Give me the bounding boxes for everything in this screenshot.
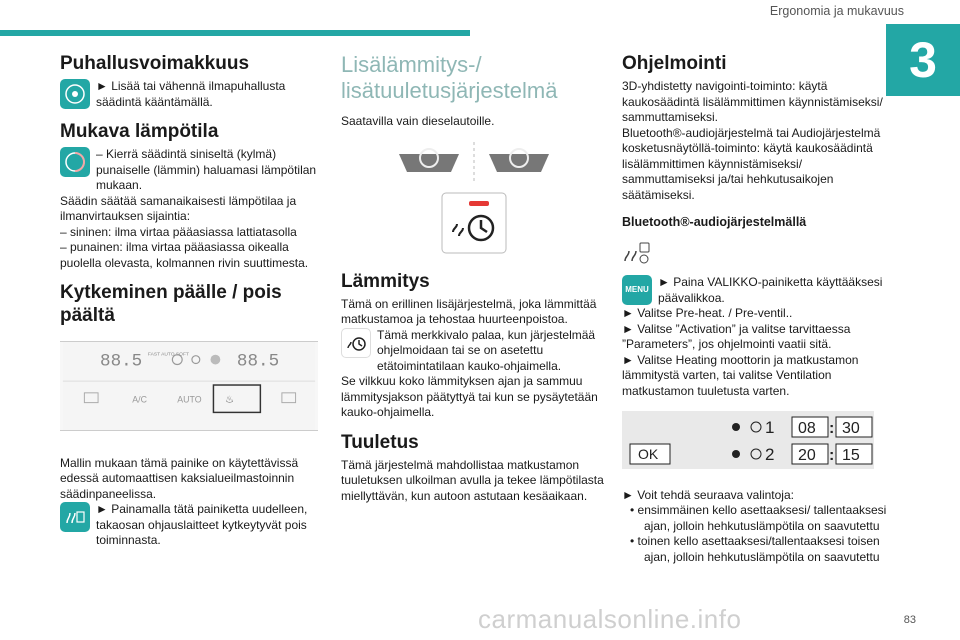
onoff-instruction	[60, 502, 325, 549]
bt-step-2: ► Valitse Pre-heat. / Pre-ventil..	[622, 306, 793, 320]
vent-text: Tämä järjestelmä mahdollistaa matkustamon tuuletuksen ulkoilman avulla ja tekee lämpötilasta miellyttävän, kun autoon astutaan kesäaikaan.	[341, 457, 604, 503]
column-2	[341, 52, 606, 504]
fan-knob-icon	[60, 79, 90, 109]
timer-2-hour: 20	[798, 447, 816, 464]
fan-text: ► Lisää tai vähennä ilmapuhallusta säädintä kääntämällä.	[96, 79, 286, 109]
comfort-item-blue: – sininen: ilma virtaa pääasiassa lattiatasolla	[60, 224, 297, 239]
timer-1-separator: :	[829, 420, 835, 437]
header-accent-bar	[0, 30, 470, 36]
comfort-text-2: Säädin säätää samanaikaisesti lämpötilaa ja ilmanvirtauksen sijaintia:	[60, 193, 297, 223]
heater-indicator-small-icon	[341, 328, 371, 358]
comfort-text-1: – Kierrä säädintä siniseltä (kylmä) punaiselle (lämmin) haluamasi lämpötilan mukaan.	[96, 147, 317, 192]
timer-1-minute: 30	[842, 420, 860, 437]
watermark: carmanualsonline.info	[478, 604, 742, 634]
comfort-instruction	[60, 147, 325, 194]
climate-panel-illustration	[60, 341, 318, 431]
right-steering-wheel-icon	[489, 154, 549, 172]
preheat-title: Lisälämmitys-/ lisätuuletusjärjestelmä	[341, 52, 558, 103]
heating-title: Lämmitys	[341, 270, 430, 292]
vent-title: Tuuletus	[341, 431, 419, 453]
comfort-title: Mukava lämpötila	[60, 121, 219, 142]
menu-button-icon: MENU	[622, 275, 652, 305]
bt-step-1-text: ► Paina VALIKKO-painiketta käyttääksesi päävalikkoa.	[658, 275, 883, 305]
timer-1-label: 1	[765, 418, 775, 437]
section-title: Ergonomia ja mukavuus	[769, 4, 904, 18]
fan-instruction	[60, 79, 325, 110]
bt-bullet-2: • toinen kello asettaaksesi/tallentaaksesi toisen ajan, jolloin hehkutuslämpötila on saavutettu	[630, 534, 880, 564]
panel-display-left: 88.5	[100, 351, 143, 372]
column-1	[60, 52, 325, 549]
prog-text-1: 3D-yhdistetty navigointi-toiminto: käytä kaukosäädintä lisälämmittimen käynnistämiseksi/ sammuttamiseksi.	[622, 79, 883, 124]
timer-ok-button: OK	[638, 446, 659, 462]
heater-indicator-icon	[441, 192, 507, 254]
timer-2-radio-icon	[732, 450, 740, 458]
column-3	[622, 52, 890, 565]
left-steering-wheel-icon	[399, 154, 459, 172]
rear-climate-button-icon	[60, 502, 90, 532]
panel-fast-auto-soft: FAST AUTO SOFT	[147, 352, 189, 358]
onoff-text-1: Mallin mukaan tämä painike on käytettävissä edessä automaattisen kaksialueilmastoinnin säädinpaneelissa.	[60, 455, 299, 501]
bt-step-4: ► Valitse Heating moottorin ja matkustamon lämmitystä varten, tai valitse Ventilation matkustamon tuuletusta varten.	[622, 352, 859, 398]
timer-1-hour: 08	[798, 420, 816, 437]
prog-text-2: Bluetooth®-audiojärjestelmä tai Audiojärjestelmä kosketusnäytöllä-toiminto: käytä kaukosäädintä lisälämmittimen käynnistämiseksi/ sammuttamiseksi ja/tai hehkutusaikojen säätämiseksi.	[622, 125, 881, 202]
heating-text-1: Tämä on erillinen lisäjärjestelmä, joka lämmittää matkustamoa ja tehostaa huurteenpoistoa.	[341, 296, 597, 326]
rear-climate-icon: ♨	[225, 394, 234, 406]
onoff-title: Kytkeminen päälle / pois päältä	[60, 282, 282, 326]
chapter-badge: 3	[886, 24, 960, 96]
heating-text-2: Tämä merkkivalo palaa, kun järjestelmää ohjelmoidaan tai se on asetettu etätoimintatilaan kauko-ohjaimella.	[377, 327, 596, 373]
panel-ac-label: A/C	[132, 394, 147, 405]
preheat-text: Saatavilla vain dieselautoille.	[341, 114, 495, 128]
bt-step-5: ► Voit tehdä seuraava valintoja:	[622, 487, 794, 502]
heating-indicator-row	[341, 328, 606, 375]
heater-indicator-illustration	[341, 192, 606, 254]
panel-display-right: 88.5	[236, 351, 280, 372]
timer-2-separator: :	[829, 447, 835, 464]
bt-bullet-1: • ensimmäinen kello asettaaksesi/ tallentaaksesi ajan, jolloin hehkutuslämpötila on saavutettu	[630, 503, 887, 533]
temperature-knob-icon	[60, 147, 90, 177]
timer-display-illustration	[622, 411, 874, 469]
heating-text-3: Se vilkkuu koko lämmityksen ajan ja sammuu lämmitysjakson päätyttyä tai kun se pysäytetään kauko-ohjaimella.	[341, 374, 598, 419]
comfort-item-red: – punainen: ilma virtaa pääasiassa oikealla puolella olevasta, kolmannen rivin suuttimesta.	[60, 240, 309, 270]
onoff-text-2: ► Painamalla tätä painiketta uudelleen, takaosan ohjauslaitteet kytkeytyvät pois toiminnasta.	[96, 502, 308, 547]
fan-icon	[211, 355, 221, 365]
steering-wheel-illustration	[341, 142, 606, 182]
timer-1-radio-icon	[732, 423, 740, 431]
prog-title: Ohjelmointi	[622, 53, 727, 74]
fan-title: Puhallusvoimakkuus	[60, 53, 250, 74]
bt-title: Bluetooth®-audiojärjestelmällä	[622, 215, 807, 229]
bt-step-3: ► Valitse ”Activation” ja valitse tarvittaessa ”Parameters”, jos ohjelmointi vaatii sitä.	[622, 321, 851, 351]
bt-audio-icon	[622, 241, 890, 270]
panel-auto-label: AUTO	[177, 394, 202, 405]
bt-step-1	[622, 275, 890, 306]
timer-2-label: 2	[765, 445, 775, 464]
page-number: 83	[903, 614, 916, 626]
timer-2-minute: 15	[842, 447, 860, 464]
